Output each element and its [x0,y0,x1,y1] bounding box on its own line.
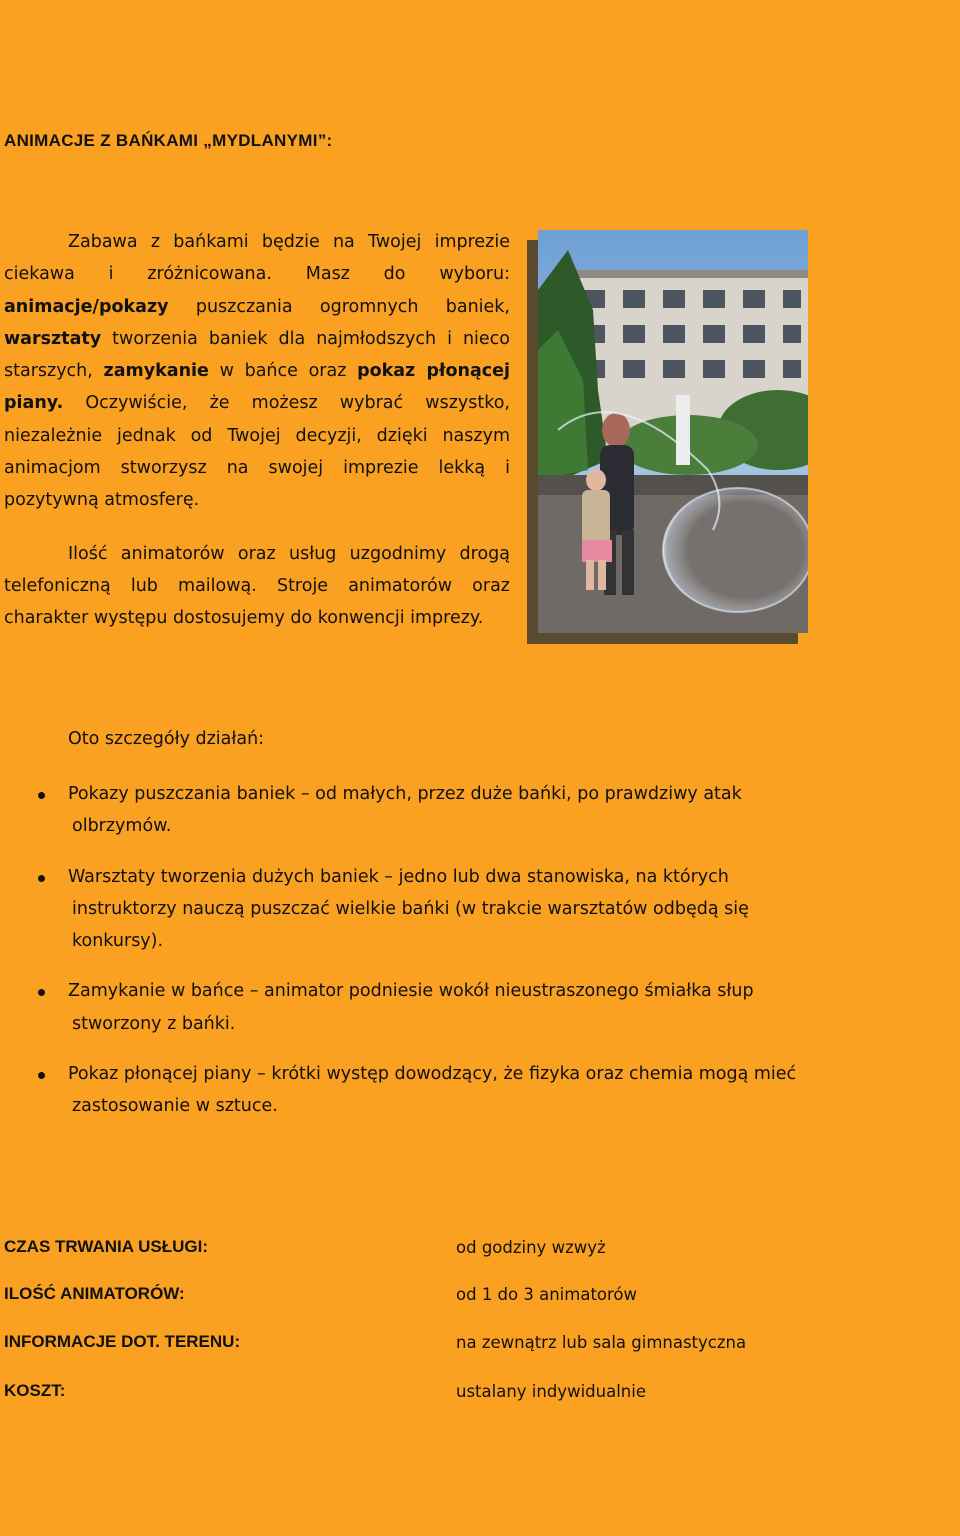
list-item-line: Pokazy puszczania baniek – od małych, przez duże bańki, po prawdziwy atak [68,784,742,804]
intro-paragraph-2: Ilość animatorów oraz usług uzgodnimy drogą telefoniczną lub mailową. Stroje animatorów oraz charakter występu dostosujemy do konwencji imprezy. [4,543,510,629]
intro-text [4,226,510,635]
list-item-line: instruktorzy nauczą puszczać wielkie bańki (w trakcie warsztatów odbędą się konkursy). [72,898,749,952]
bubble-photo [538,230,808,633]
list-item-line: Pokaz płonącej piany – krótki występ dowodzący, że fizyka oraz chemia mogą mieć [68,1064,797,1085]
bullet-icon [38,989,45,996]
intro-bold-term: zamykanie [103,361,209,382]
list-item-line: Warsztaty tworzenia dużych baniek – jedno lub dwa stanowiska, na których [68,866,729,887]
page-title: ANIMACJE Z BAŃKAMI „MYDLANYMI”: [4,131,333,150]
cost-value: ustalany indywidualnie [456,1382,646,1401]
list-item-line: olbrzymów. [72,816,172,837]
intro-text-run: Oczywiście, że możesz wybrać wszystko, niezależnie jednak od Twojej decyzji, dzięki naszym animacjom stworzysz na swojej imprezie lekką i pozytywną atmosferę. [4,393,510,511]
intro-text-run: tworzenia baniek dla najmłodszych i nieco starszych, [4,328,510,382]
duration-value: od godziny wzwyż [456,1238,606,1257]
intro-text-run: w bańce oraz [208,361,358,382]
terrain-label: INFORMACJE DOT. TERENU: [4,1332,241,1351]
list-item [38,861,858,958]
intro-text-run: puszczania ogromnych baniek, [168,296,510,317]
intro-bold-term: animacje/pokazy [4,296,169,317]
details-heading: Oto szczegóły działań: [68,729,265,749]
duration-label: CZAS TRWANIA USŁUGI: [4,1237,208,1256]
animators-value: od 1 do 3 animatorów [456,1285,638,1304]
intro-paragraph-1 [4,226,510,517]
list-item [38,778,858,843]
bullet-icon [38,1072,45,1079]
activity-list [38,778,858,1141]
list-item-line: Zamykanie w bańce – animator podniesie wokół nieustraszonego śmiałka słup [68,981,754,1002]
list-item-line: zastosowanie w sztuce. [72,1096,278,1117]
list-item-line: stworzony z bańki. [72,1013,236,1034]
list-item [38,1058,858,1123]
cost-label: KOSZT: [4,1381,66,1400]
intro-text-run: Zabawa z bańkami będzie na Twojej imprezie ciekawa i zróżnicowana. Masz do wyboru: [4,232,510,285]
bullet-icon [38,792,45,799]
bullet-icon [38,875,45,882]
animators-label: ILOŚĆ ANIMATORÓW: [4,1284,185,1303]
intro-bold-term: pokaz płonącej piany. [4,361,510,414]
intro-bold-term: warsztaty [4,328,102,349]
list-item [38,975,858,1040]
terrain-value: na zewnątrz lub sala gimnastyczna [456,1333,747,1352]
